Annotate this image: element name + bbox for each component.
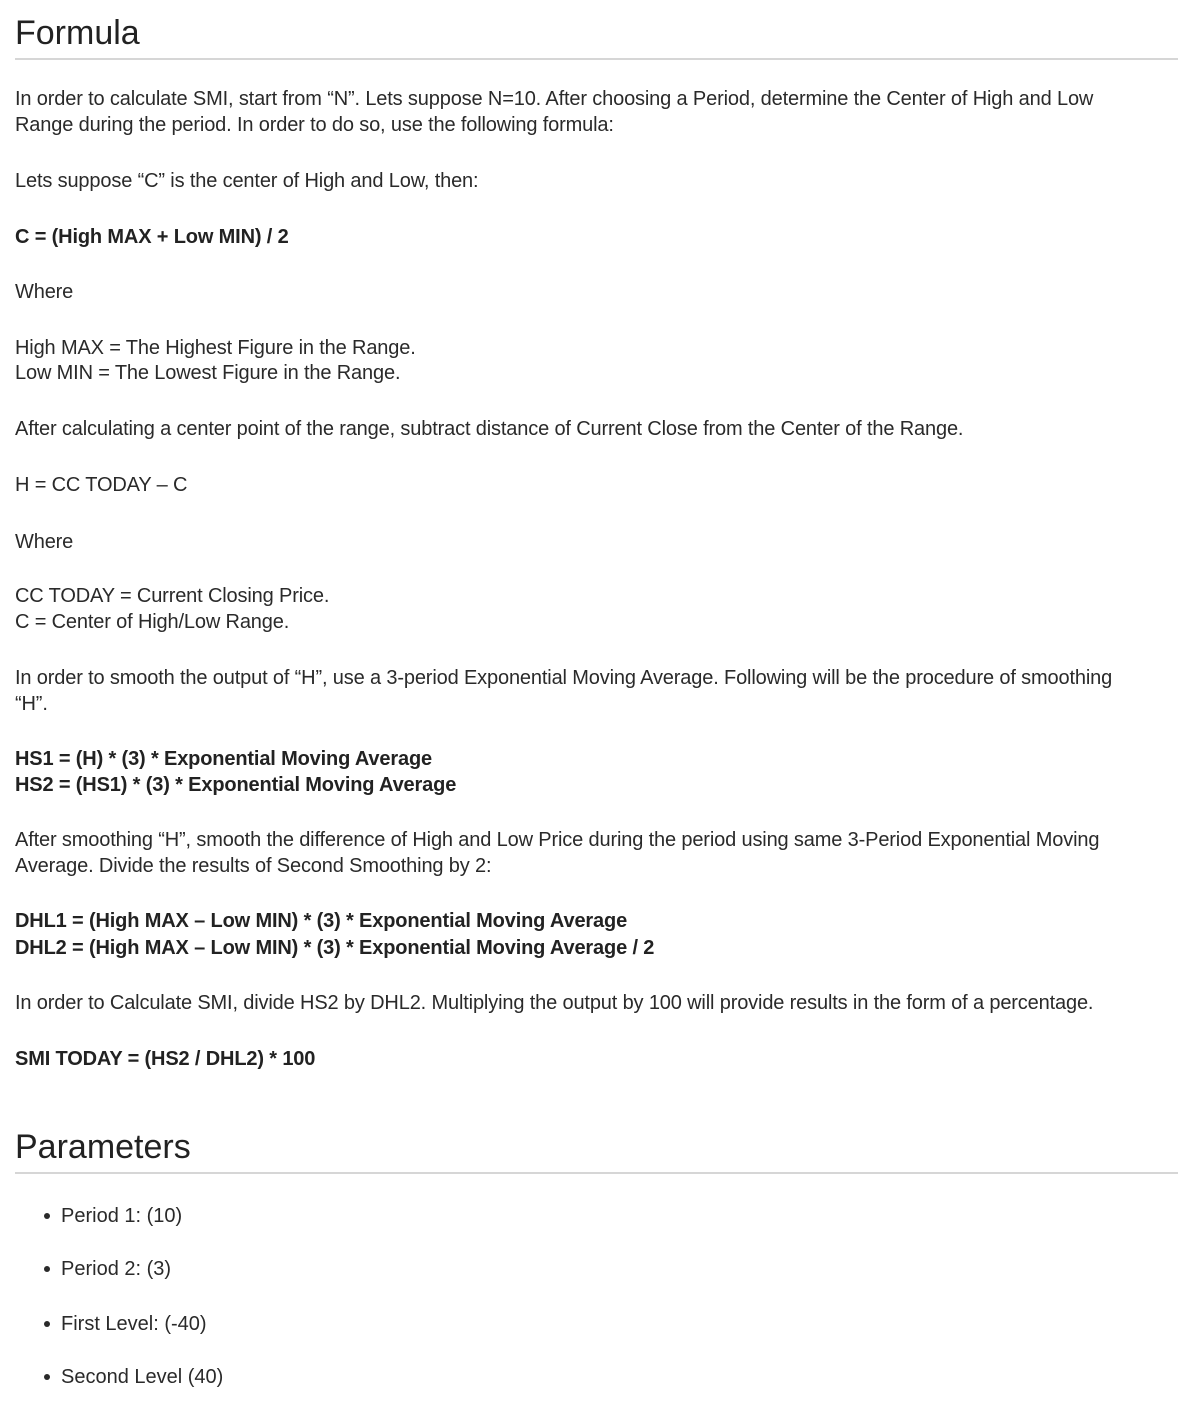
equation-c: C = (High MAX + Low MIN) / 2 <box>15 226 289 248</box>
smooth-h-text-line-1: In order to smooth the output of “H”, use a 3-period Exponential Moving Average. Following will be the procedure of smoothing <box>15 667 1113 689</box>
parameter-item-period-2 <box>44 1256 171 1282</box>
parameter-item-first-level <box>44 1311 207 1337</box>
bullet-icon <box>44 1266 50 1272</box>
definition-low-min: Low MIN = The Lowest Figure in the Range. <box>15 362 401 384</box>
after-center-text: After calculating a center point of the range, subtract distance of Current Close from the Center of the Range. <box>15 418 964 440</box>
formula-heading-rule <box>15 58 1178 60</box>
equation-dhl2: DHL2 = (High MAX – Low MIN) * (3) * Exponential Moving Average / 2 <box>15 937 655 959</box>
equation-hs1: HS1 = (H) * (3) * Exponential Moving Average <box>15 748 433 770</box>
formula-heading: Formula <box>15 14 140 52</box>
smooth-h-text-line-2: “H”. <box>15 693 48 715</box>
parameter-label: First Level: (-40) <box>61 1313 207 1335</box>
definition-c: C = Center of High/Low Range. <box>15 611 290 633</box>
bullet-icon <box>44 1321 50 1327</box>
bullet-icon <box>44 1213 50 1219</box>
equation-dhl1: DHL1 = (High MAX – Low MIN) * (3) * Exponential Moving Average <box>15 910 628 932</box>
parameter-label: Second Level (40) <box>61 1366 224 1388</box>
definition-high-max: High MAX = The Highest Figure in the Range. <box>15 337 416 359</box>
intro-text-line-2: Range during the period. In order to do so, use the following formula: <box>15 114 614 136</box>
bullet-icon <box>44 1374 50 1380</box>
intro-text-line-1: In order to calculate SMI, start from “N”. Lets suppose N=10. After choosing a Period, determine the Center of High and Low <box>15 88 1094 110</box>
equation-hs2: HS2 = (HS1) * (3) * Exponential Moving Average <box>15 774 457 796</box>
where-label-1: Where <box>15 281 74 303</box>
suppose-c-text: Lets suppose “C” is the center of High and Low, then: <box>15 170 479 192</box>
parameters-heading: Parameters <box>15 1128 191 1166</box>
equation-h: H = CC TODAY – C <box>15 474 188 496</box>
where-label-2: Where <box>15 531 74 553</box>
parameter-label: Period 2: (3) <box>61 1258 172 1280</box>
parameter-item-second-level <box>44 1364 223 1390</box>
equation-smi-today: SMI TODAY = (HS2 / DHL2) * 100 <box>15 1048 316 1070</box>
parameter-label: Period 1: (10) <box>61 1205 183 1227</box>
calculate-smi-text: In order to Calculate SMI, divide HS2 by DHL2. Multiplying the output by 100 will provide results in the form of a percentage. <box>15 992 1094 1014</box>
parameter-item-period-1 <box>44 1203 182 1229</box>
after-smooth-text-line-1: After smoothing “H”, smooth the difference of High and Low Price during the period using same 3-Period Exponential Moving <box>15 829 1100 851</box>
definition-cc-today: CC TODAY = Current Closing Price. <box>15 585 330 607</box>
after-smooth-text-line-2: Average. Divide the results of Second Smoothing by 2: <box>15 855 492 877</box>
parameters-heading-rule <box>15 1172 1178 1174</box>
